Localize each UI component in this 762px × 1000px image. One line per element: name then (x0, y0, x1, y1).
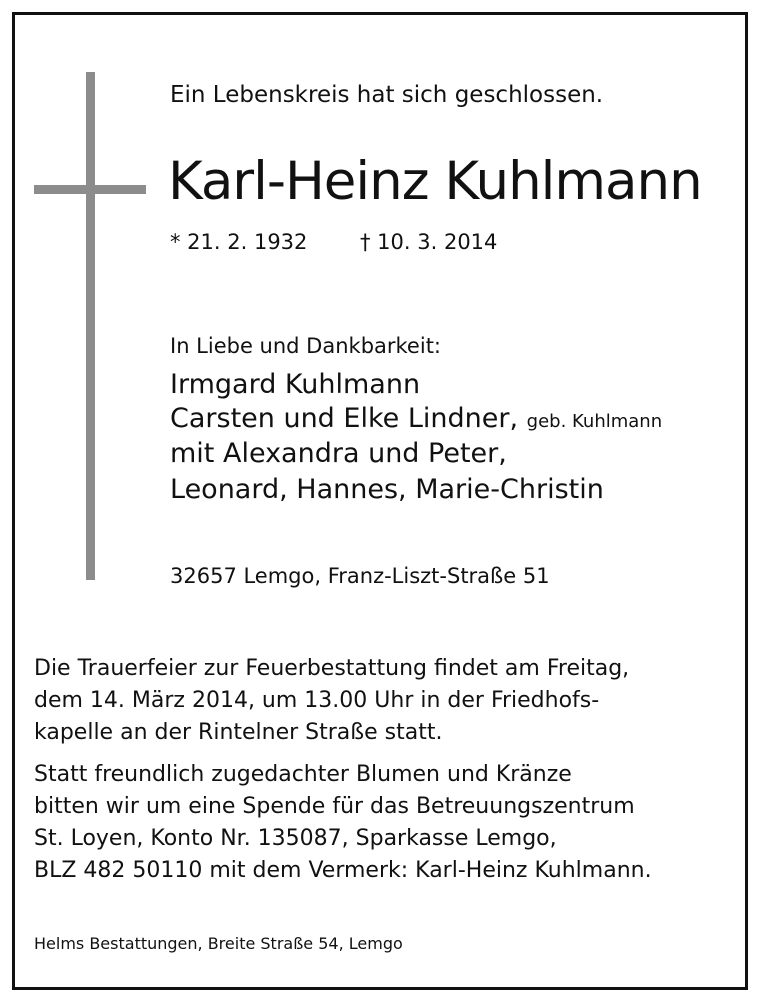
mourner-line (170, 440, 507, 467)
funeral-paragraph (34, 658, 629, 754)
mourner-name: Carsten und Elke Lindner, (170, 403, 519, 434)
birth-date: * 21. 2. 1932 (170, 230, 308, 254)
mourner-name: Leonard, Hannes, Marie-Christin (170, 474, 604, 505)
maiden-name-note: geb. Kuhlmann (526, 411, 663, 432)
motto: Ein Lebenskreis hat sich geschlossen. (170, 82, 604, 108)
mourner-name: mit Alexandra und Peter, (170, 438, 507, 469)
donation-line: bitten wir um eine Spende für das Betreuungszentrum (34, 794, 635, 819)
donation-paragraph (34, 764, 652, 892)
mourner-line (170, 405, 662, 432)
donation-line: Statt freundlich zugedachter Blumen und Kränze (34, 762, 572, 787)
funeral-line: kapelle an der Rintelner Straße statt. (34, 720, 443, 745)
death-date: † 10. 3. 2014 (360, 230, 498, 254)
deceased-name: Karl-Heinz Kuhlmann (168, 151, 702, 212)
donation-line: BLZ 482 50110 mit dem Vermerk: Karl-Heinz Kuhlmann. (34, 858, 652, 883)
funeral-line: dem 14. März 2014, um 13.00 Uhr in der Friedhofs- (34, 688, 600, 713)
mourner-line (170, 371, 420, 398)
donation-line: St. Loyen, Konto Nr. 135087, Sparkasse Lemgo, (34, 826, 557, 851)
cross-icon-bar (34, 185, 146, 194)
cross-icon (86, 72, 95, 580)
thanks-heading: In Liebe und Dankbarkeit: (170, 334, 442, 358)
undertaker-info: Helms Bestattungen, Breite Straße 54, Lemgo (34, 934, 403, 953)
mourner-line (170, 476, 604, 503)
mourner-name: Irmgard Kuhlmann (170, 369, 421, 400)
family-address: 32657 Lemgo, Franz-Liszt-Straße 51 (170, 564, 550, 588)
funeral-line: Die Trauerfeier zur Feuerbestattung findet am Freitag, (34, 656, 630, 681)
